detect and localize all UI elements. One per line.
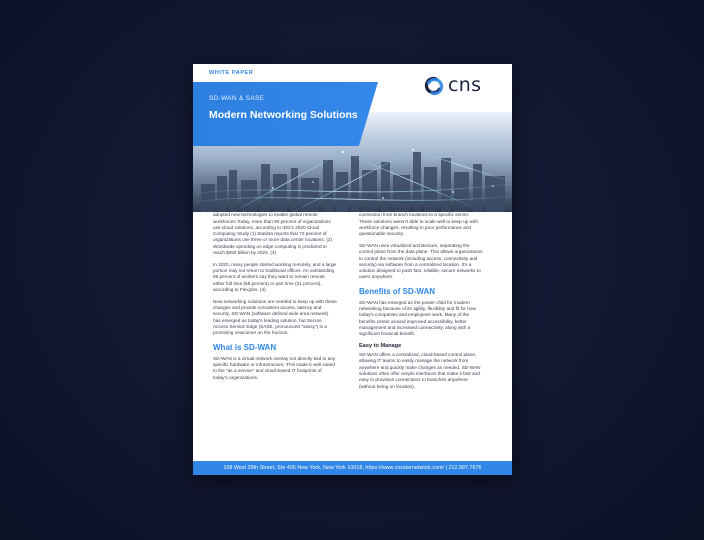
document-label: WHITE PAPER [209,70,254,76]
brand-name: cns [448,74,482,96]
hero-tag: SD-WAN & SASE [209,95,265,102]
hero-title: Modern Networking Solutions [209,109,358,121]
paragraph: SD-WAN is a virtual network overlay not directly tied to any specific hardware or infrastructure. This made it well suited to the "as a service" and cloud-based IT footprints of today's organizations. [213,355,336,380]
paragraph: SD-WAN has emerged as the poster child for modern networking because of its agility, flexibility and fit for how today's companies and employees work. Many of the benefits center around improved accessibility, better management and increased connectivity, along with a significant financial benefit. [359,299,476,337]
cns-logo-icon [424,76,444,96]
section-heading: Benefits of SD-WAN [359,286,435,296]
paragraph: SD-WAN uses virtualized architecture, separating the control plane from the data plane. This allows organizations to control the network (including access, connectivity and security) via software from a centralized location. It's a solution designed to push fast, reliable, secure networks to users anywhere. [359,242,483,280]
paragraph: Previous WAN solutions created a secure, dedicated connection from branch locations to a specific server. These solutions weren't able to scale well to keep up with workforce changes, resulting in poor performance and questionable security. [359,206,478,237]
left-column [213,206,337,386]
paragraph: SD-WAN offers a centralized, cloud-based control plane, allowing IT teams to easily manage the network from anywhere and quickly make changes as needed. SD-WAN solutions often offer simple interfaces that make it fast and easy to provision connections to branches anywhere (without being on location). [359,352,481,389]
subsection-heading: Easy to Manage [359,343,402,350]
hero-banner [193,82,512,212]
white-paper-page [193,64,512,475]
right-column [359,206,483,395]
cns-logo [424,74,504,98]
paragraph: In 2020, many people started working remotely, and a large portion may not return to traditional offices. An outstanding 96 percent of workers say they want to remain remote either full time (65 percent) or part time (31 percent), according to Flexjobs. (4) [213,261,337,293]
paragraph: New networking solutions are needed to keep up with these changes and provide consistent access, latency and security. SD-WAN (software defined wide area network) has emerged as today's leading solution, but Secure Access Service Edge (SASE, pronounced "sassy") is a promising newcomer on the horizon. [213,298,337,336]
footer-contact-bar: 108 West 39th Street, Ste 405 New York, New York 10018, https://www.cnsstarnetwork.com/ | 212.997.7676 [193,461,512,475]
section-heading: What is SD-WAN [213,342,277,352]
paragraph: In 2020, digital transformation accelerated as businesses adopted new technologies to enable global remote workforces.Today, more than 90 percent of organizations use cloud solutions, according to IDG's 2020 Cloud Computing Study (1) Statista reports that 73 percent of organizations use three or more data center locations. (2) Worldwide spending on edge computing is predicted to reach $250 billion by 2024. (3) [213,206,333,256]
